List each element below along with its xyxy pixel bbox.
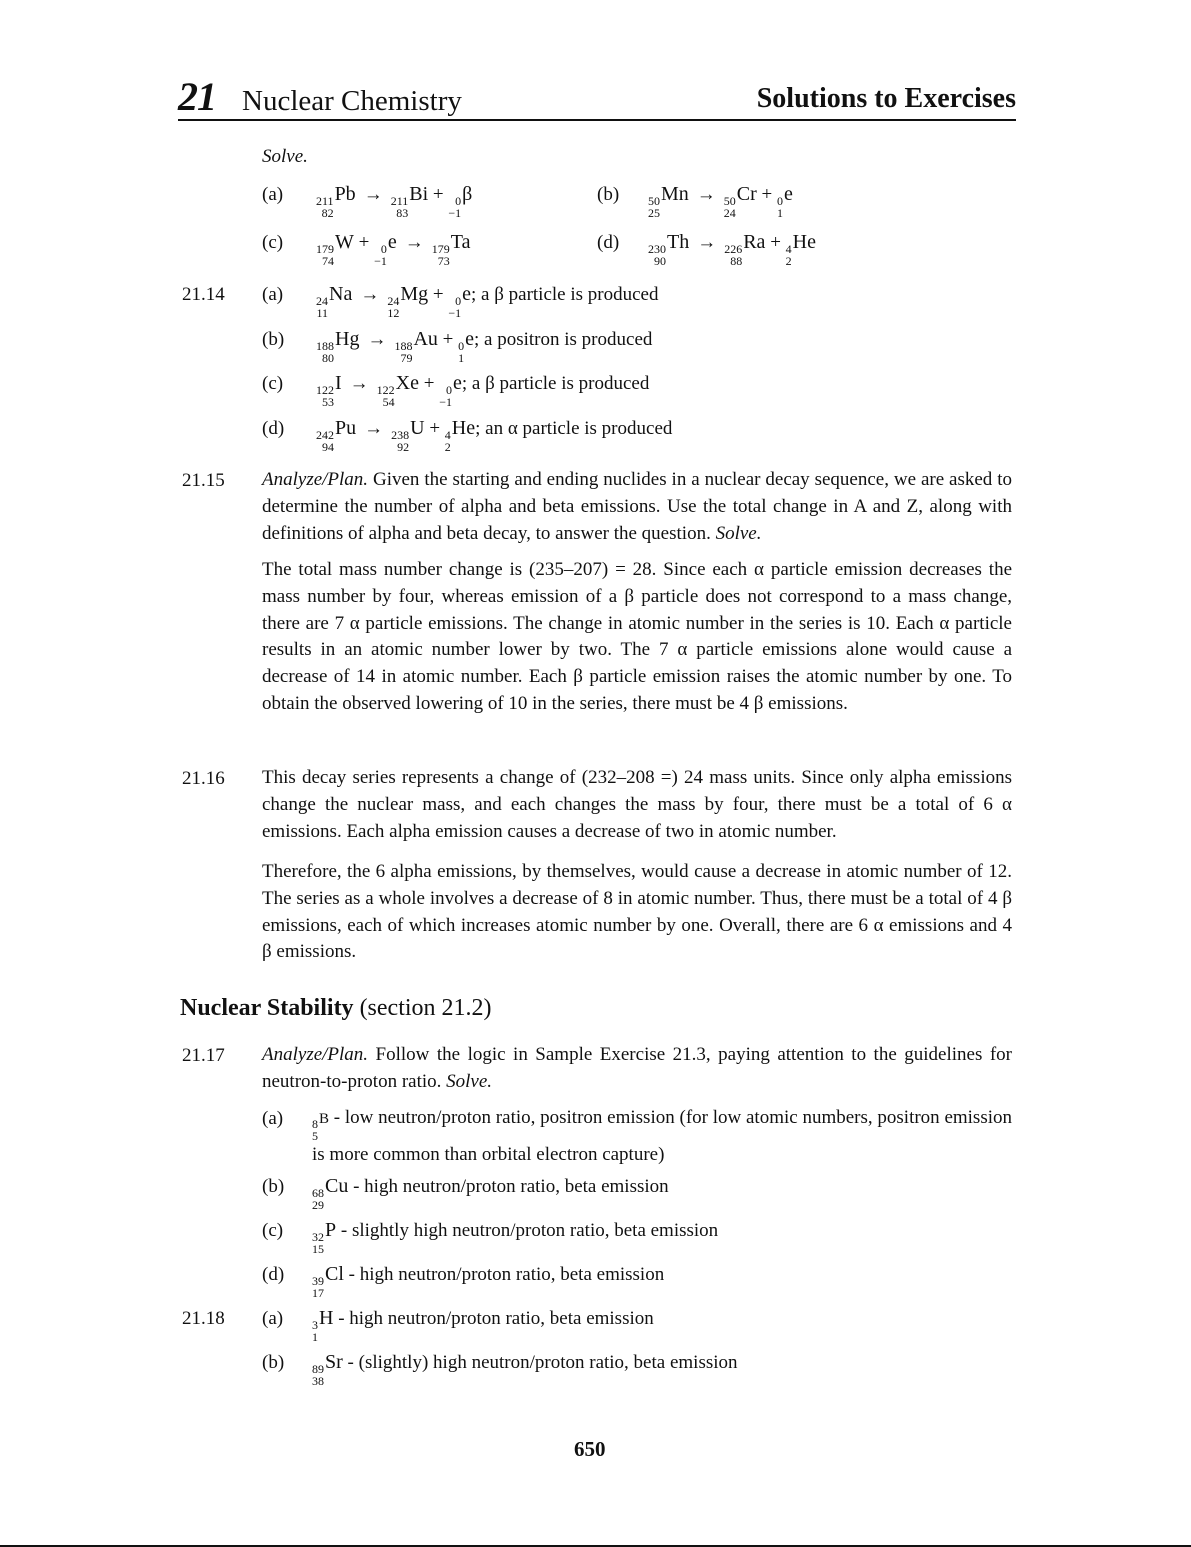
arrow-icon: → <box>367 329 387 350</box>
solution-paragraph: The total mass number change is (235–207) = 28. Since each α particle emission decreases the mass number by four, whereas emission of a β particle does not correspond to a mass change, there are 7 α particle emissions. The change in atomic number in the series is 10. Each α particle results in an atomic number lower by two. The 7 α particle emissions alone would cause a decrease of 14 in atomic number. Each β particle emission raises the atomic number by one. To obtain the observed lowering of 10 in the series, there must be 4 β emissions. <box>262 559 1012 714</box>
equation: 122 53 I → 122 54 Xe + 0 −1 e; a β particle is produced <box>316 372 650 409</box>
exercise-number: 21.15 <box>182 470 225 491</box>
item-label: (a) <box>262 1308 284 1329</box>
answer: 68 29 Cu - high neutron/proton ratio, beta emission <box>312 1175 669 1212</box>
equation: 179 74 W + 0 −1 e → 179 73 Ta <box>316 231 471 268</box>
running-header <box>178 74 1016 120</box>
arrow-icon: → <box>364 418 384 439</box>
equation: 211 82 Pb → 211 83 Bi + 0 −1 β <box>316 183 473 220</box>
analyze-paragraph: Analyze/Plan. Follow the logic in Sample Exercise 21.3, paying attention to the guidelines for neutron-to-proton ratio. Solve. <box>262 1044 1012 1092</box>
item-label: (b) <box>262 1176 285 1197</box>
arrow-icon: → <box>349 373 369 394</box>
answer: 8 5 B - low neutron/proton ratio, positron emission (for low atomic numbers, positron emission is more common than orbital electron capture) <box>312 1107 1012 1165</box>
item-label: (d) <box>262 1264 285 1285</box>
answer: 3 1 H - high neutron/proton ratio, beta emission <box>312 1307 654 1344</box>
header-rule <box>178 119 1016 121</box>
equation: 50 25 Mn → 50 24 Cr + 0 1 e <box>648 183 793 220</box>
chapter-title: Nuclear Chemistry <box>242 85 462 117</box>
arrow-icon: → <box>696 184 716 205</box>
answer: 89 38 Sr - (slightly) high neutron/proton ratio, beta emission <box>312 1351 738 1388</box>
arrow-icon: → <box>360 284 380 305</box>
exercise-number: 21.17 <box>182 1045 225 1066</box>
exercise-number: 21.18 <box>182 1308 225 1329</box>
item-label: (c) <box>262 373 284 394</box>
item-label: (d) <box>597 232 620 253</box>
equation: 242 94 Pu → 238 92 U + 4 2 He; an α particle is produced <box>316 417 673 454</box>
chapter-number: 21 <box>178 74 216 119</box>
analyze-paragraph: Analyze/Plan. Given the starting and ending nuclides in a nuclear decay sequence, we are asked to determine the number of alpha and beta emissions. Use the total change in A and Z, along with definitions of alpha and beta decay, to answer the question. Solve. <box>262 469 1012 544</box>
equation: 188 80 Hg → 188 79 Au + 0 1 e; a positron is produced <box>316 328 653 365</box>
item-label: (a) <box>262 284 284 305</box>
item-label: (b) <box>597 184 620 205</box>
equation: 24 11 Na → 24 12 Mg + 0 −1 e; a β particle is produced <box>316 283 659 320</box>
answer: 32 15 P - slightly high neutron/proton ratio, beta emission <box>312 1219 719 1256</box>
solution-paragraph: This decay series represents a change of (232–208 =) 24 mass units. Since only alpha emissions change the nuclear mass, and each changes the mass by four, there must be a total of 6 α emissions. Each alpha emission causes a decrease of two in atomic number. <box>262 767 1012 842</box>
arrow-icon: → <box>363 184 383 205</box>
exercise-number: 21.14 <box>182 284 225 305</box>
item-label: (c) <box>262 232 284 253</box>
section-label: Solutions to Exercises <box>756 83 1016 114</box>
item-label: (c) <box>262 1220 284 1241</box>
item-label: (b) <box>262 329 285 350</box>
equation: 230 90 Th → 226 88 Ra + 4 2 He <box>648 231 816 268</box>
item-label: (a) <box>262 184 284 205</box>
answer: 39 17 Cl - high neutron/proton ratio, beta emission <box>312 1263 665 1300</box>
page-number: 650 <box>574 1437 606 1461</box>
solve-label: Solve. <box>262 146 308 167</box>
solution-paragraph: Therefore, the 6 alpha emissions, by themselves, would cause a decrease in atomic number of 12. The series as a whole involves a decrease of 8 in atomic number. Thus, there must be a total of 4 β emissions, each of which increases atomic number by one. Overall, there are 6 α emissions and 4 β emissions. <box>262 861 1012 963</box>
arrow-icon: → <box>697 232 717 253</box>
arrow-icon: → <box>404 232 424 253</box>
item-label: (d) <box>262 418 285 439</box>
section-heading: Nuclear Stability (section 21.2) <box>180 995 492 1021</box>
item-label: (b) <box>262 1352 285 1373</box>
item-label: (a) <box>262 1108 284 1129</box>
exercise-number: 21.16 <box>182 768 225 789</box>
